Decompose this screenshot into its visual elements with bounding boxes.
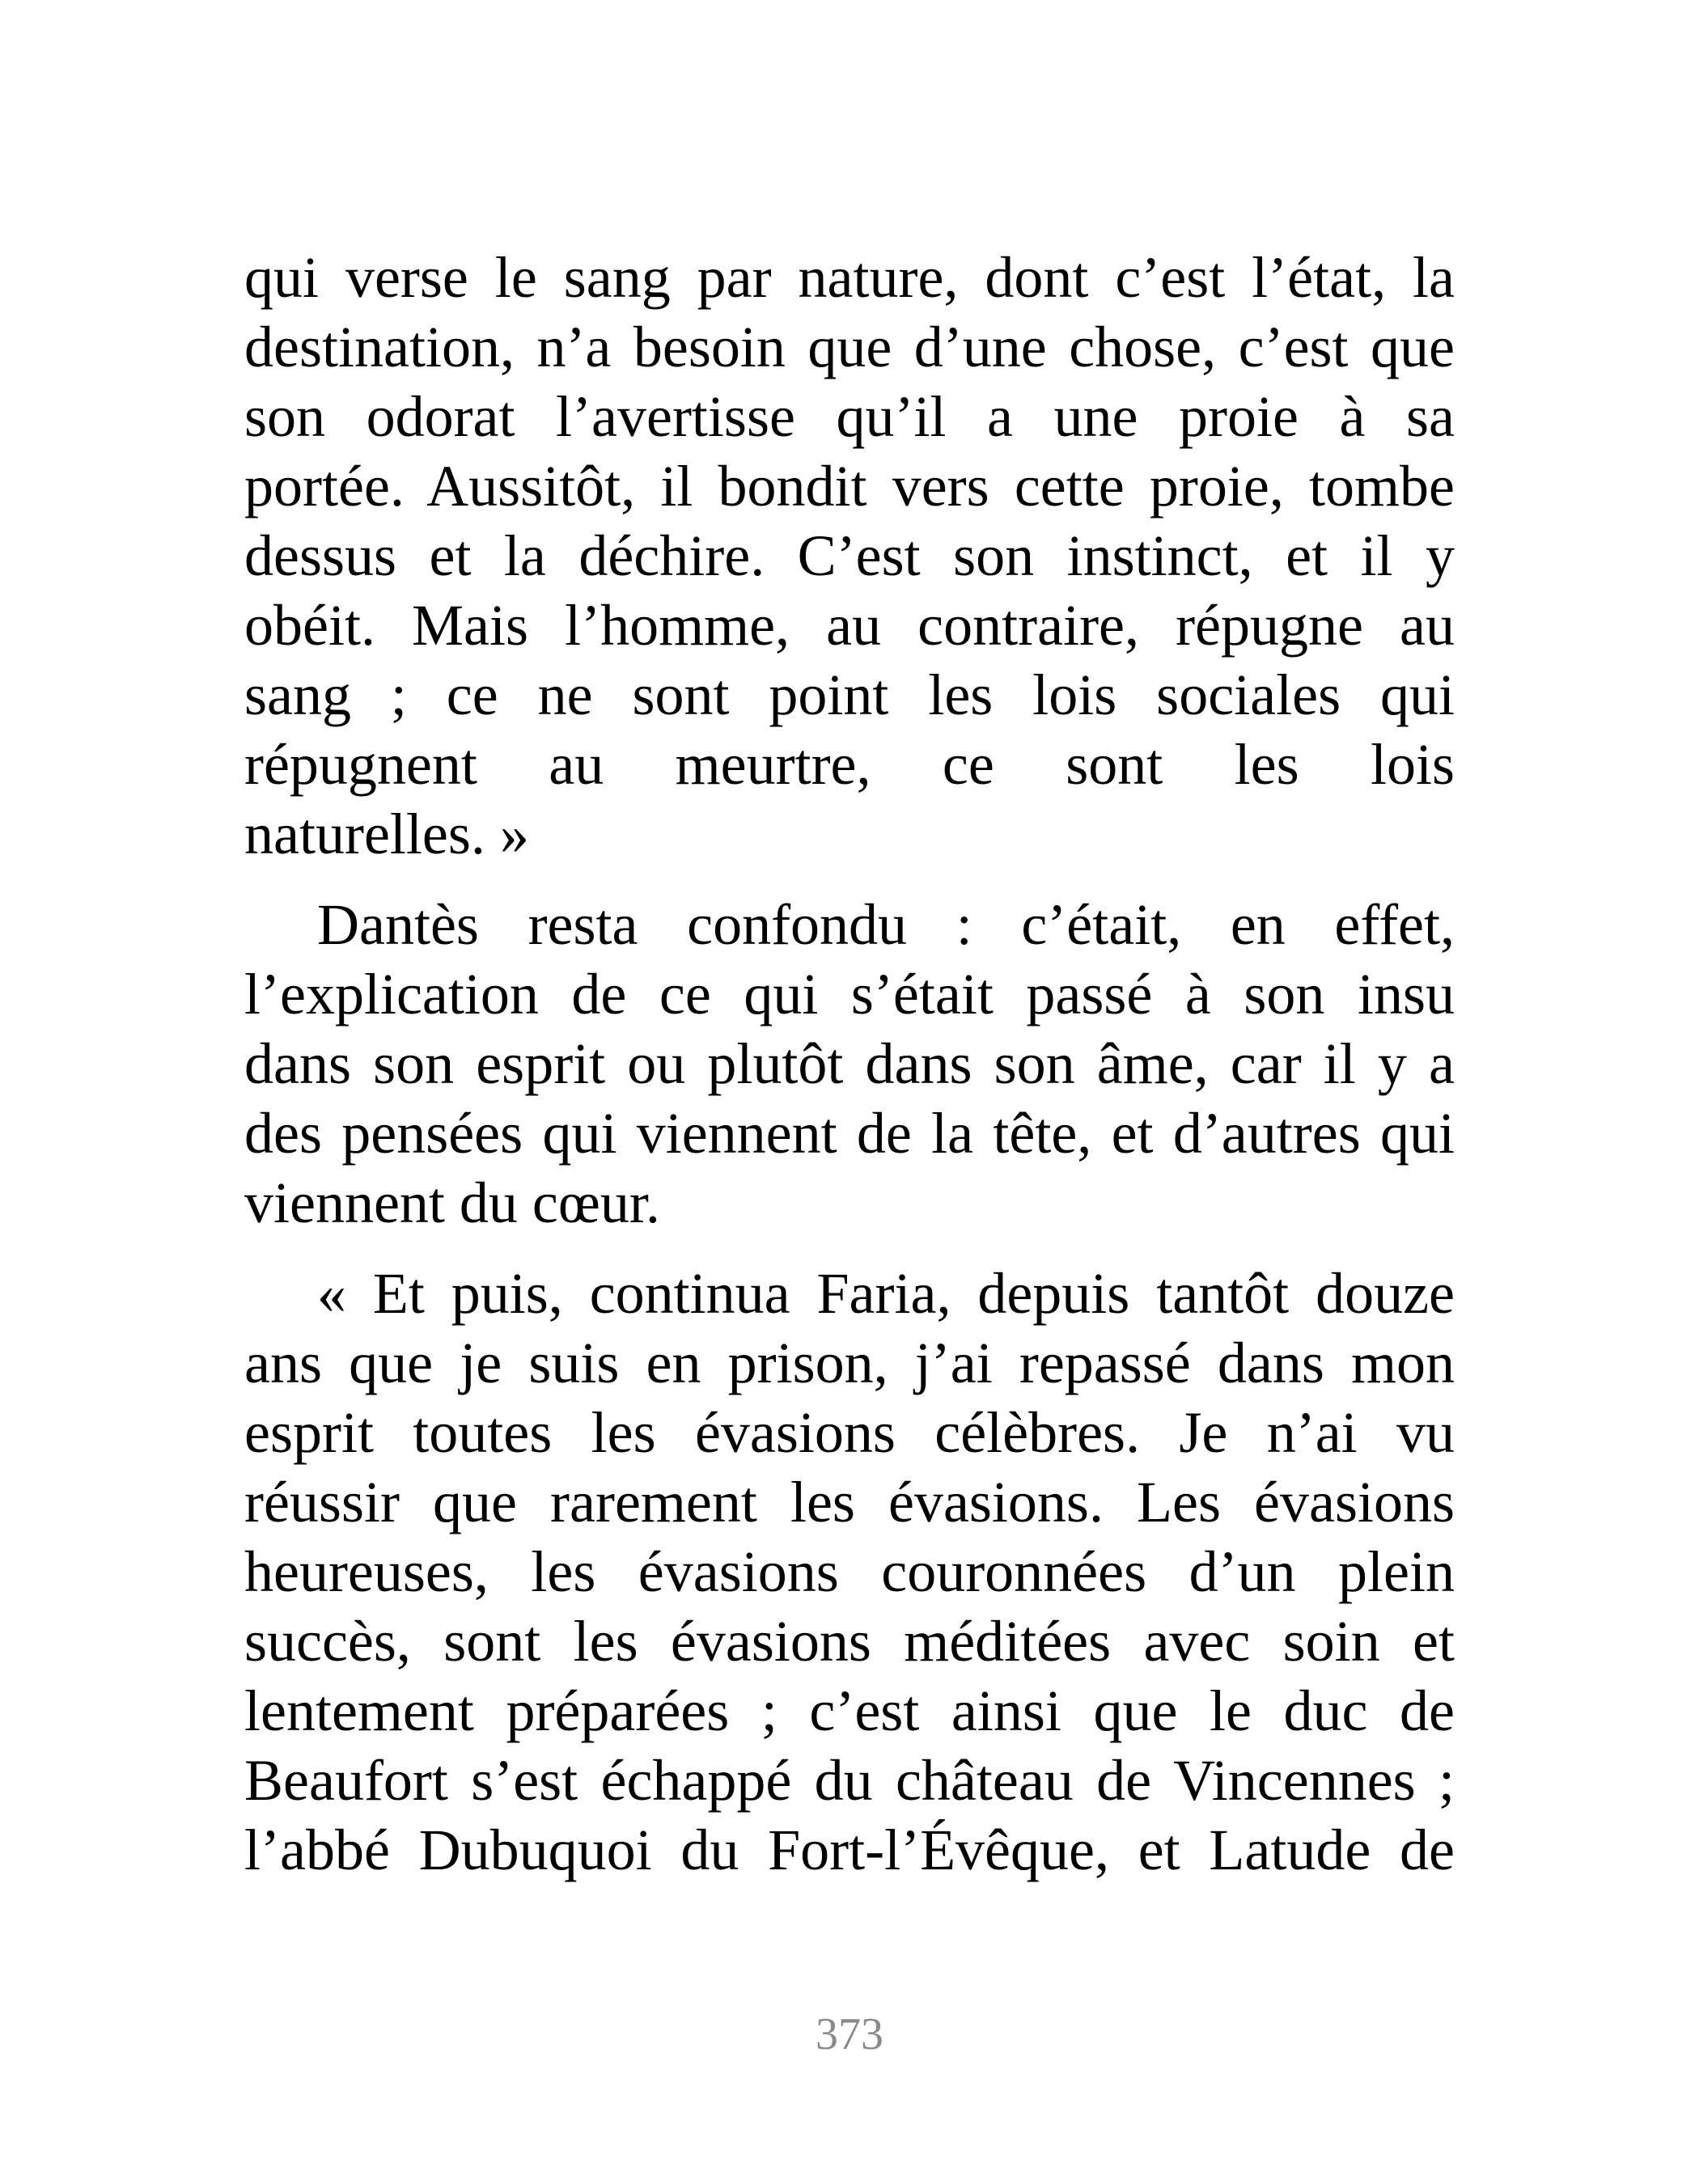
paragraph-1 (244, 243, 1455, 869)
text-line: qui verse le sang par nature, dont c’est l’état, la (244, 245, 1455, 310)
body-text (244, 243, 1455, 1885)
paragraph-3 (244, 1259, 1455, 1885)
text-line: esprit toutes les évasions célèbres. Je n’ai vu (244, 1400, 1455, 1465)
text-line: sang ; ce ne sont point les lois sociales qui (244, 662, 1455, 727)
paragraph-spacer (244, 869, 1455, 890)
text-line: dessus et la déchire. C’est son instinct, et il y (244, 523, 1455, 588)
text-line: l’abbé Dubuquoi du Fort-l’Évêque, et Latude de (244, 1818, 1455, 1882)
text-line: des pensées qui viennent de la tête, et d’autres qui (244, 1101, 1455, 1166)
text-line: Beaufort s’est échappé du château de Vincennes ; (244, 1748, 1455, 1813)
text-line: l’explication de ce qui s’était passé à son insu (244, 962, 1455, 1026)
paragraph-spacer (244, 1238, 1455, 1259)
text-line: succès, sont les évasions méditées avec soin et (244, 1609, 1455, 1674)
text-line: portée. Aussitôt, il bondit vers cette proie, tombe (244, 454, 1455, 518)
text-line: heureuses, les évasions couronnées d’un plein (244, 1539, 1455, 1604)
page-number: 373 (816, 2009, 883, 2059)
text-line: réussir que rarement les évasions. Les évasions (244, 1470, 1455, 1534)
text-line: son odorat l’avertisse qu’il a une proie à sa (244, 384, 1455, 449)
text-line: dans son esprit ou plutôt dans son âme, car il y a (244, 1031, 1455, 1096)
text-line: naturelles. » (244, 802, 529, 866)
text-line: ans que je suis en prison, j’ai repassé dans mon (244, 1331, 1455, 1395)
text-line: obéit. Mais l’homme, au contraire, répugne au (244, 593, 1455, 658)
text-line: destination, n’a besoin que d’une chose, c’est que (244, 315, 1455, 379)
paragraph-2 (244, 890, 1455, 1238)
text-line: viennent du cœur. (244, 1170, 660, 1235)
text-line: lentement préparées ; c’est ainsi que le duc de (244, 1678, 1455, 1743)
text-line: « Et puis, continua Faria, depuis tantôt douze (317, 1261, 1455, 1326)
text-line: répugnent au meurtre, ce sont les lois (244, 732, 1455, 797)
text-line: Dantès resta confondu : c’était, en effet, (317, 892, 1455, 957)
